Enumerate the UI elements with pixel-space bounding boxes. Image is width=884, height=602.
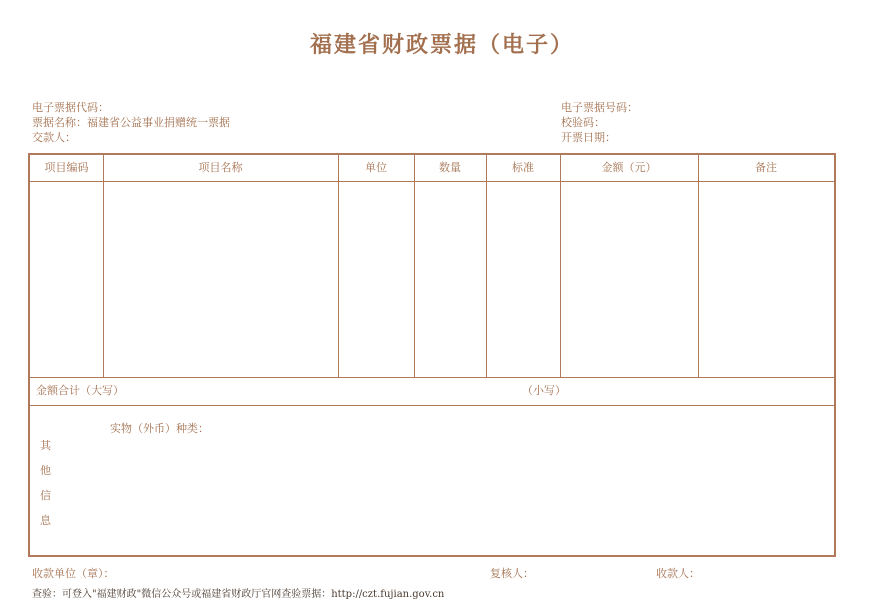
header-item-code: 项目编码 xyxy=(44,161,89,174)
col-divider-4 xyxy=(486,155,487,377)
col-divider-5 xyxy=(560,155,561,377)
other-info-char: 其 xyxy=(40,439,51,452)
header-standard: 标准 xyxy=(512,161,534,174)
col-divider-1 xyxy=(103,155,104,377)
bill-table xyxy=(28,153,836,557)
payee-unit-label: 收款单位（章）： xyxy=(32,567,115,580)
verify-instructions: 查验：可登入"福建财政"微信公众号或福建省财政厅官网查验票据：http://czt.fujian.gov.cn xyxy=(32,589,445,600)
header-unit: 单位 xyxy=(365,161,387,174)
goods-type-label: 实物（外币）种类： xyxy=(110,422,209,435)
col-divider-2 xyxy=(338,155,339,377)
bill-code-label: 电子票据代码： xyxy=(32,101,109,114)
meta-right xyxy=(561,101,638,146)
issue-date-label: 开票日期： xyxy=(561,131,616,144)
header-remarks: 备注 xyxy=(755,161,777,174)
bill-number-label: 电子票据号码： xyxy=(561,101,638,114)
col-divider-6 xyxy=(698,155,699,377)
other-info-char: 信 xyxy=(40,489,51,502)
total-small-label: （小写） xyxy=(522,384,566,397)
header-amount: 金额（元） xyxy=(601,161,657,174)
meta-left xyxy=(32,101,230,146)
header-item-name: 项目名称 xyxy=(198,161,243,174)
document-title: 福建省财政票据（电子） xyxy=(309,32,574,58)
header-quantity: 数量 xyxy=(439,161,461,174)
items-bottom-divider xyxy=(30,377,834,378)
total-capital-label: 金额合计（大写） xyxy=(36,384,124,397)
bill-name-label: 票据名称：福建省公益事业捐赠统一票据 xyxy=(32,116,230,129)
other-info-char: 他 xyxy=(40,464,51,477)
payer-label: 交款人： xyxy=(32,131,76,144)
check-code-label: 校验码： xyxy=(561,116,605,129)
reviewer-label: 复核人： xyxy=(490,567,534,580)
header-divider xyxy=(30,181,834,182)
other-info-char: 息 xyxy=(40,514,51,527)
col-divider-3 xyxy=(414,155,415,377)
total-bottom-divider xyxy=(30,405,834,406)
collector-label: 收款人： xyxy=(656,567,700,580)
